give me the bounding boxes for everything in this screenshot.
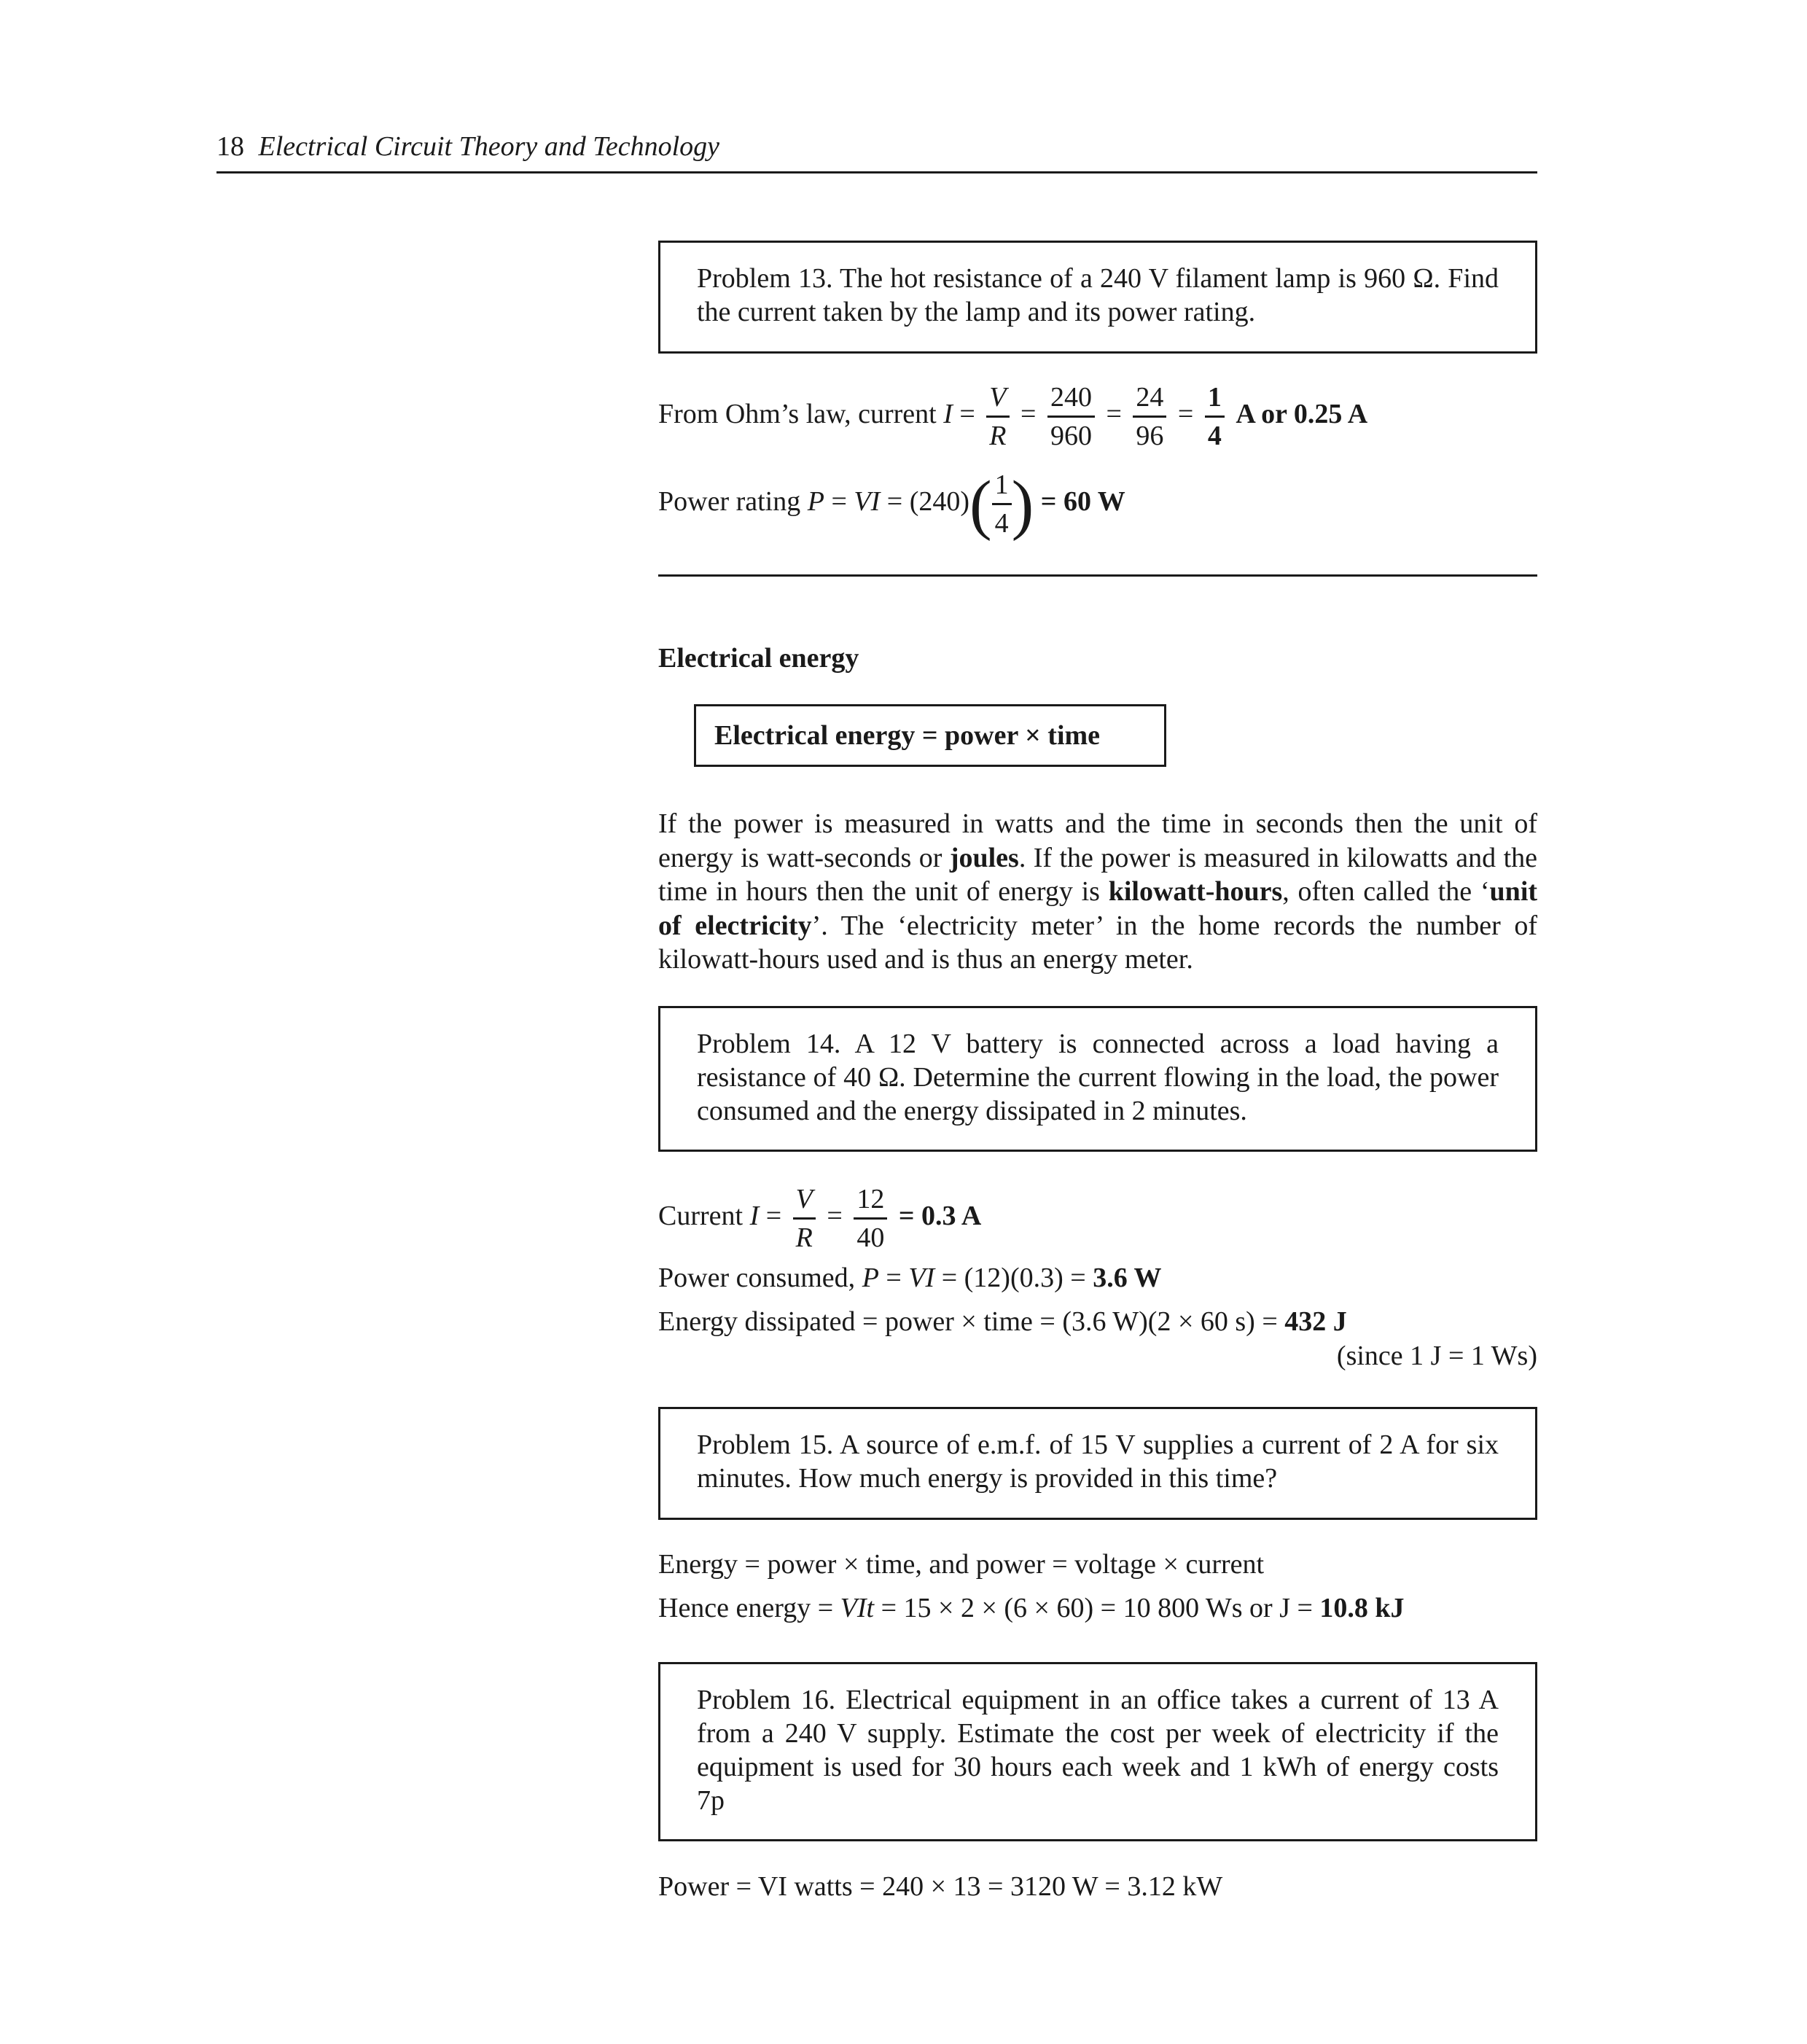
energy-dissipated-line: [658, 1305, 1347, 1338]
problem-16-statement: Problem 16. Electrical equipment in an office takes a current of 13 A from a 240 V supply. Estimate the cost per week of electricity if the equipment is used for 30 hours each week and 1 kWh of energy costs 7p: [697, 1685, 1499, 1816]
fraction-12-40: [854, 1181, 887, 1256]
numerator: 24: [1133, 379, 1166, 418]
right-paren: ): [1011, 467, 1034, 542]
energy-calc: = 15 × 2 × (6 × 60) = 10 800 Ws or J =: [881, 1593, 1313, 1623]
problem-15-statement: Problem 15. A source of e.m.f. of 15 V supplies a current of 2 A for six minutes. How much energy is provided in this time?: [697, 1429, 1499, 1494]
energy-result: 10.8 kJ: [1319, 1593, 1405, 1623]
problem-15-box: [658, 1407, 1537, 1520]
denominator: 96: [1136, 421, 1164, 451]
power-result: = 60 W: [1040, 486, 1125, 518]
fraction-1-4: [1205, 379, 1225, 454]
numerator: 12: [854, 1181, 887, 1220]
equals: =: [1106, 399, 1122, 430]
denominator: R: [795, 1222, 813, 1253]
symbol-P: P: [807, 486, 824, 518]
energy-power-line: Energy = power × time, and power = voltage × current: [658, 1549, 1265, 1580]
symbol-P: P: [862, 1263, 879, 1293]
energy-prefix: Hence energy =: [658, 1593, 834, 1623]
energy-formula: Electrical energy = power × time: [714, 720, 1101, 751]
equals: =: [765, 1201, 782, 1232]
term-unit-of-electricity: unit of electricity: [658, 876, 1538, 941]
current-result: = 0.3 A: [898, 1201, 982, 1232]
problem-14-statement: Problem 14. A 12 V battery is connected across a load having a resistance of 40 Ω. Determine the current flowing in the load, the power consumed and the energy dissipated in 2 minutes.: [697, 1029, 1499, 1126]
para-text-4: ’. The ‘electricity meter’ in the home records the number of kilowatt-hours used and is thus an energy meter.: [658, 910, 1538, 975]
para-text-2: . If the power is measured in kilowatts and the time in hours then the unit of energy is: [658, 842, 1537, 907]
hence-energy-line: [658, 1591, 1405, 1625]
symbol-VIt: VIt: [840, 1593, 875, 1623]
book-title: Electrical Circuit Theory and Technology: [258, 131, 720, 162]
denominator: 960: [1050, 421, 1092, 451]
equals: =: [959, 399, 975, 430]
equals: =: [886, 486, 903, 518]
power-result: 3.6 W: [1093, 1263, 1162, 1293]
section-rule: [658, 574, 1537, 577]
ohm-law-equation: [658, 379, 1367, 454]
running-header: [216, 130, 1537, 168]
left-paren: (: [969, 467, 992, 542]
para-text-3: , often called the ‘: [1282, 876, 1490, 907]
term-kilowatt-hours: kilowatt-hours: [1108, 876, 1283, 907]
problem-16-box: [658, 1662, 1537, 1841]
problem-13-statement: Problem 13. The hot resistance of a 240 V filament lamp is 960 Ω. Find the current taken by the lamp and its power rating.: [697, 263, 1499, 327]
numerator: 1: [992, 467, 1012, 505]
numerator: V: [793, 1181, 816, 1220]
current-result: A or 0.25 A: [1236, 399, 1368, 430]
equals: =: [827, 1201, 843, 1232]
energy-paragraph: [658, 807, 1537, 977]
fraction-v-over-r: [986, 379, 1009, 454]
header-rule: [216, 171, 1537, 173]
power-prefix: Power rating: [658, 486, 801, 518]
equals: =: [831, 486, 847, 518]
symbol-I: I: [749, 1201, 760, 1232]
numerator: 1: [1205, 379, 1225, 418]
equals: =: [1177, 399, 1194, 430]
denominator: 4: [1207, 421, 1222, 451]
value-240: (240): [909, 486, 970, 518]
power-calc: = (12)(0.3) =: [941, 1263, 1086, 1293]
equals: =: [886, 1263, 902, 1293]
current-prefix: Current: [658, 1201, 744, 1232]
numerator: 240: [1047, 379, 1095, 418]
symbol-I: I: [943, 399, 953, 430]
power-prefix: Power consumed,: [658, 1263, 856, 1293]
equals: =: [1020, 399, 1037, 430]
fraction-v-over-r: [793, 1181, 816, 1256]
unit-note: (since 1 J = 1 Ws): [1336, 1341, 1537, 1371]
denominator: 40: [856, 1222, 885, 1253]
denominator: R: [989, 421, 1007, 451]
symbol-VI: VI: [854, 486, 881, 518]
power-line: Power = VI watts = 240 × 13 = 3120 W = 3.12 kW: [658, 1871, 1223, 1902]
ohm-prefix: From Ohm’s law, current: [658, 399, 937, 430]
energy-formula-box: [694, 704, 1166, 767]
symbol-VI: VI: [908, 1263, 935, 1293]
energy-result: 432 J: [1284, 1306, 1347, 1337]
current-equation: [658, 1181, 981, 1256]
problem-13-box: [658, 241, 1537, 354]
power-rating-equation: [658, 467, 1125, 542]
fraction-240-960: [1047, 379, 1095, 454]
denominator: 4: [994, 508, 1009, 539]
fraction-24-96: [1133, 379, 1166, 454]
page-number: 18: [216, 131, 244, 162]
problem-14-box: [658, 1006, 1537, 1152]
numerator: V: [986, 379, 1009, 418]
fraction-quarter: [992, 467, 1012, 542]
power-consumed-line: [658, 1261, 1162, 1295]
para-text-1: If the power is measured in watts and the time in seconds then the unit of energy is watt-seconds or: [658, 808, 1537, 873]
term-joules: joules: [949, 842, 1019, 873]
energy-calc: Energy dissipated = power × time = (3.6 W)(2 × 60 s) =: [658, 1306, 1278, 1337]
section-heading: Electrical energy: [658, 643, 859, 674]
